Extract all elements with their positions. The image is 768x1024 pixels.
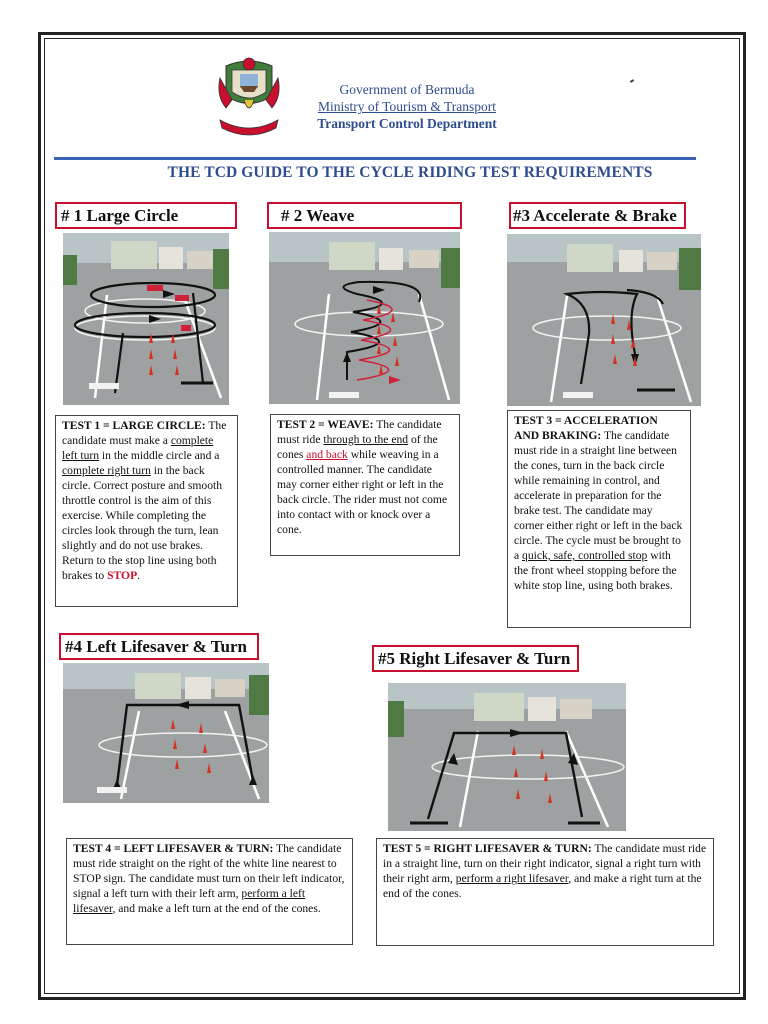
test-2-underline-end: through to the end: [323, 433, 409, 446]
test-4-text: , and make a left turn at the end of the cones.: [112, 902, 321, 915]
org-ministry: Ministry of Tourism & Transport: [317, 99, 497, 114]
description-test-5: [376, 838, 714, 946]
org-government: Government of Bermuda: [339, 82, 475, 97]
page-title: THE TCD GUIDE TO THE CYCLE RIDING TEST REQUIREMENTS: [167, 164, 653, 181]
test-4-underline-lifesaver: perform a left lifesaver: [73, 887, 306, 915]
description-test-1: [55, 415, 238, 607]
heading-test-1: # 1 Large Circle: [55, 202, 237, 229]
test-5-lead: TEST 5 = RIGHT LIFESAVER & TURN:: [383, 842, 592, 855]
test-2-and-back: and back: [306, 448, 348, 461]
test-3-lead: TEST 3 = ACCELERATION AND BRAKING:: [514, 414, 658, 442]
test-2-lead: TEST 2 = WEAVE:: [277, 418, 374, 431]
test-4-lead: TEST 4 = LEFT LIFESAVER & TURN:: [73, 842, 274, 855]
photo-test-2: [269, 232, 460, 404]
organization-block: [302, 81, 512, 132]
test-2-text: of the cones: [277, 433, 438, 461]
test-1-underline-right: complete right turn: [62, 464, 151, 477]
test-1-underline-left: complete left turn: [62, 434, 214, 462]
photo-test-1: [63, 233, 229, 405]
test-4-diagram: [63, 663, 269, 803]
test-3-diagram: [507, 234, 701, 406]
test-1-text: in the middle circle and a: [99, 449, 220, 462]
test-5-text: , and make a right turn at the end of the cones.: [383, 872, 702, 900]
description-test-2: [270, 414, 460, 556]
photo-test-5: [388, 683, 626, 831]
header-rule: [54, 157, 696, 160]
description-test-3: [507, 410, 691, 628]
photo-test-3: [507, 234, 701, 406]
test-1-lead: TEST 1 = LARGE CIRCLE:: [62, 419, 206, 432]
heading-test-4: #4 Left Lifesaver & Turn: [59, 633, 259, 660]
test-1-text: in the back circle. Correct posture and smooth throttle control is the aim of this exercise. While completing the circles look through the turn, lean slightly and do not use brakes. Return to the stop line using both brakes to: [62, 464, 223, 582]
test-5-underline-lifesaver: perform a right lifesaver: [455, 872, 569, 885]
photo-test-4: [63, 663, 269, 803]
test-5-text: The candidate must ride in a straight line, turn on their right indicator, signal a right turn with their right arm,: [383, 842, 707, 885]
test-1-diagram: [63, 233, 229, 405]
test-2-diagram: [269, 232, 460, 404]
test-2-text: The candidate must ride: [277, 418, 442, 446]
test-4-text: The candidate must ride straight on the right of the white line nearest to STOP sign. The candidate must turn on their left indicator, signal a left turn with their left arm,: [73, 842, 345, 900]
description-test-4: [66, 838, 353, 945]
heading-test-5: #5 Right Lifesaver & Turn: [372, 645, 579, 672]
org-department: Transport Control Department: [317, 116, 497, 131]
heading-test-3: #3 Accelerate & Brake: [509, 202, 686, 229]
test-2-text: while weaving in a controlled manner. The candidate may corner either right or left in the back circle. The rider must not come into contact with or knock over a cone.: [277, 448, 448, 536]
bermuda-crest-icon: [214, 56, 284, 138]
test-1-text: The candidate must make a: [62, 419, 227, 447]
test-3-underline-stop: quick, safe, controlled stop: [522, 549, 648, 562]
test-1-text: .: [137, 569, 141, 582]
test-1-stop: STOP: [107, 569, 138, 582]
heading-test-2: # 2 Weave: [267, 202, 462, 229]
test-5-diagram: [388, 683, 626, 831]
test-3-text: The candidate must ride in a straight line between the cones, turn in the back circle while remaining in control, and accelerate in preparation for the brake test. The candidate may corner either right or left in the back circle. The cycle must be brought to a: [514, 429, 683, 562]
test-3-text: with the front wheel stopping before the white stop line, using both brakes.: [514, 549, 677, 592]
